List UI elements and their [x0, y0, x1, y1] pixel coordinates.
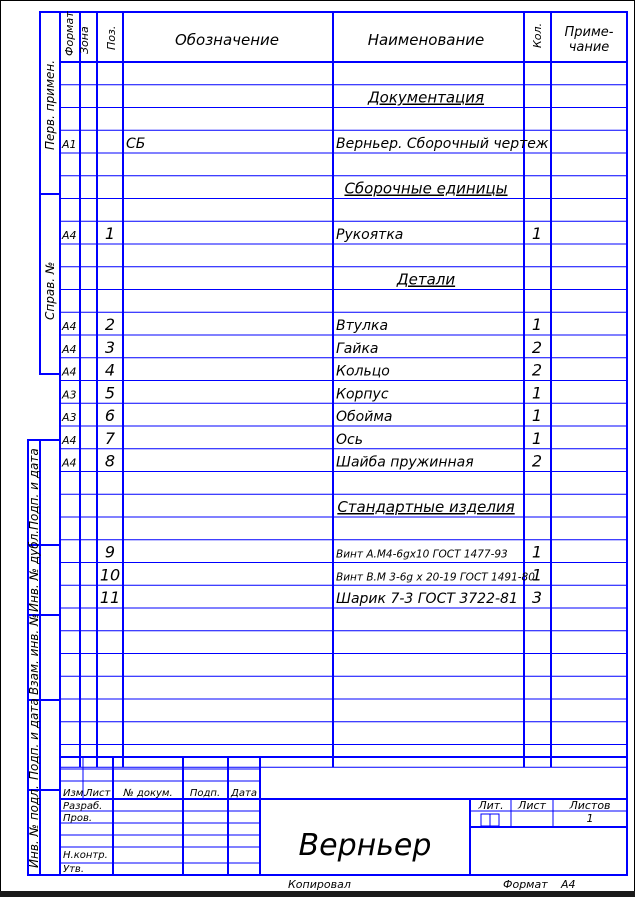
tb-sheets: Листов — [569, 799, 611, 812]
row-name: Ось — [336, 431, 363, 448]
row-format: А4 — [62, 365, 77, 379]
row-format: А3 — [62, 411, 77, 424]
row-format: А4 — [62, 320, 77, 333]
tb-sheet: Лист — [518, 799, 546, 812]
row-name: Рукоятка — [336, 227, 404, 243]
header-designation: Обозначение — [174, 31, 280, 49]
header-note-line1: Приме- — [564, 25, 614, 40]
tb-developed: Разраб. — [63, 801, 103, 812]
row-qty: 2 — [531, 451, 543, 471]
row-name: Шайба пружинная — [336, 454, 474, 471]
row-name: Винт А.М4-6gx10 ГОСТ 1477-93 — [336, 548, 508, 561]
row-qty: 1 — [531, 542, 543, 562]
tb-approved: Утв. — [63, 864, 84, 875]
row-format: А4 — [62, 456, 77, 470]
tb-norm-control: Н.контр. — [63, 850, 108, 861]
row-section-title: Детали — [396, 270, 456, 289]
header-format: Формат — [63, 11, 76, 56]
side-label-orig-inv: Инв. № подл. — [27, 785, 41, 868]
row-designation: СБ — [126, 136, 146, 152]
row-qty: 1 — [531, 428, 543, 448]
row-name: Верньер. Сборочный чертеж — [336, 136, 549, 152]
row-format: А4 — [62, 342, 77, 356]
row-pos: 10 — [99, 565, 121, 585]
row-pos: 5 — [104, 383, 116, 403]
side-label-sign-date-1: Подп. и дата — [27, 448, 41, 530]
tb-checked: Пров. — [63, 813, 93, 824]
bottom-bar — [0, 891, 635, 897]
row-pos: 2 — [104, 315, 116, 334]
row-pos: 8 — [104, 451, 116, 471]
tb-doc-no: № докум. — [123, 788, 173, 799]
tb-sign: Подп. — [189, 788, 221, 799]
row-pos: 1 — [104, 224, 116, 243]
header-name: Наименование — [367, 31, 485, 49]
row-pos: 11 — [99, 588, 121, 607]
row-qty: 3 — [531, 588, 543, 607]
row-format: А4 — [62, 433, 77, 447]
row-name: Обойма — [336, 409, 393, 425]
row-name: Винт В.М 3-6g x 20-19 ГОСТ 1491-80 — [336, 571, 535, 584]
tb-date: Дата — [231, 788, 257, 799]
footer-format-label: Формат — [503, 878, 548, 891]
row-pos: 6 — [104, 406, 116, 425]
side-label-dup-inv: Инв. № дубл. — [27, 529, 41, 612]
row-qty: 1 — [531, 406, 543, 425]
row-format: А3 — [62, 388, 77, 402]
tb-lit: Лит. — [478, 799, 504, 812]
footer-copied: Копировал — [288, 878, 351, 891]
row-name: Корпус — [336, 386, 389, 403]
tb-sheets-value: 1 — [586, 812, 594, 825]
row-name: Втулка — [336, 318, 389, 334]
row-pos: 9 — [104, 542, 116, 562]
row-pos: 4 — [104, 360, 116, 380]
row-name: Шарик 7-3 ГОСТ 3722-81 — [336, 591, 518, 607]
row-name: Гайка — [336, 340, 379, 357]
row-section-title: Документация — [367, 88, 485, 107]
tb-izm: Изм. — [63, 788, 87, 799]
header-pos: Поз. — [105, 25, 118, 50]
side-label-ref-no: Справ. № — [43, 261, 57, 320]
side-label-replace-inv: Взам. инв. № — [27, 613, 41, 695]
row-pos: 7 — [104, 428, 116, 448]
header-qty: Кол. — [531, 22, 544, 48]
tb-list: Лист — [85, 788, 111, 799]
row-qty: 1 — [531, 383, 543, 403]
header-note-line2: чание — [568, 40, 610, 55]
header-zone: Зона — [78, 26, 91, 54]
row-qty: 1 — [531, 565, 543, 585]
side-label-sign-date-2: Подп. и дата — [27, 698, 41, 780]
row-format: А1 — [62, 138, 77, 151]
row-qty: 1 — [531, 315, 543, 334]
row-name: Кольцо — [336, 363, 390, 380]
row-format: А4 — [62, 229, 77, 242]
row-section-title: Стандартные изделия — [337, 498, 515, 516]
tb-title: Верньер — [298, 828, 432, 863]
row-section-title: Сборочные единицы — [344, 179, 508, 198]
row-qty: 1 — [531, 224, 543, 243]
row-qty: 2 — [531, 337, 543, 357]
side-label-first-use: Перв. примен. — [43, 59, 57, 150]
row-pos: 3 — [104, 337, 116, 357]
row-qty: 2 — [531, 360, 543, 380]
footer-format-value: А4 — [561, 878, 576, 891]
